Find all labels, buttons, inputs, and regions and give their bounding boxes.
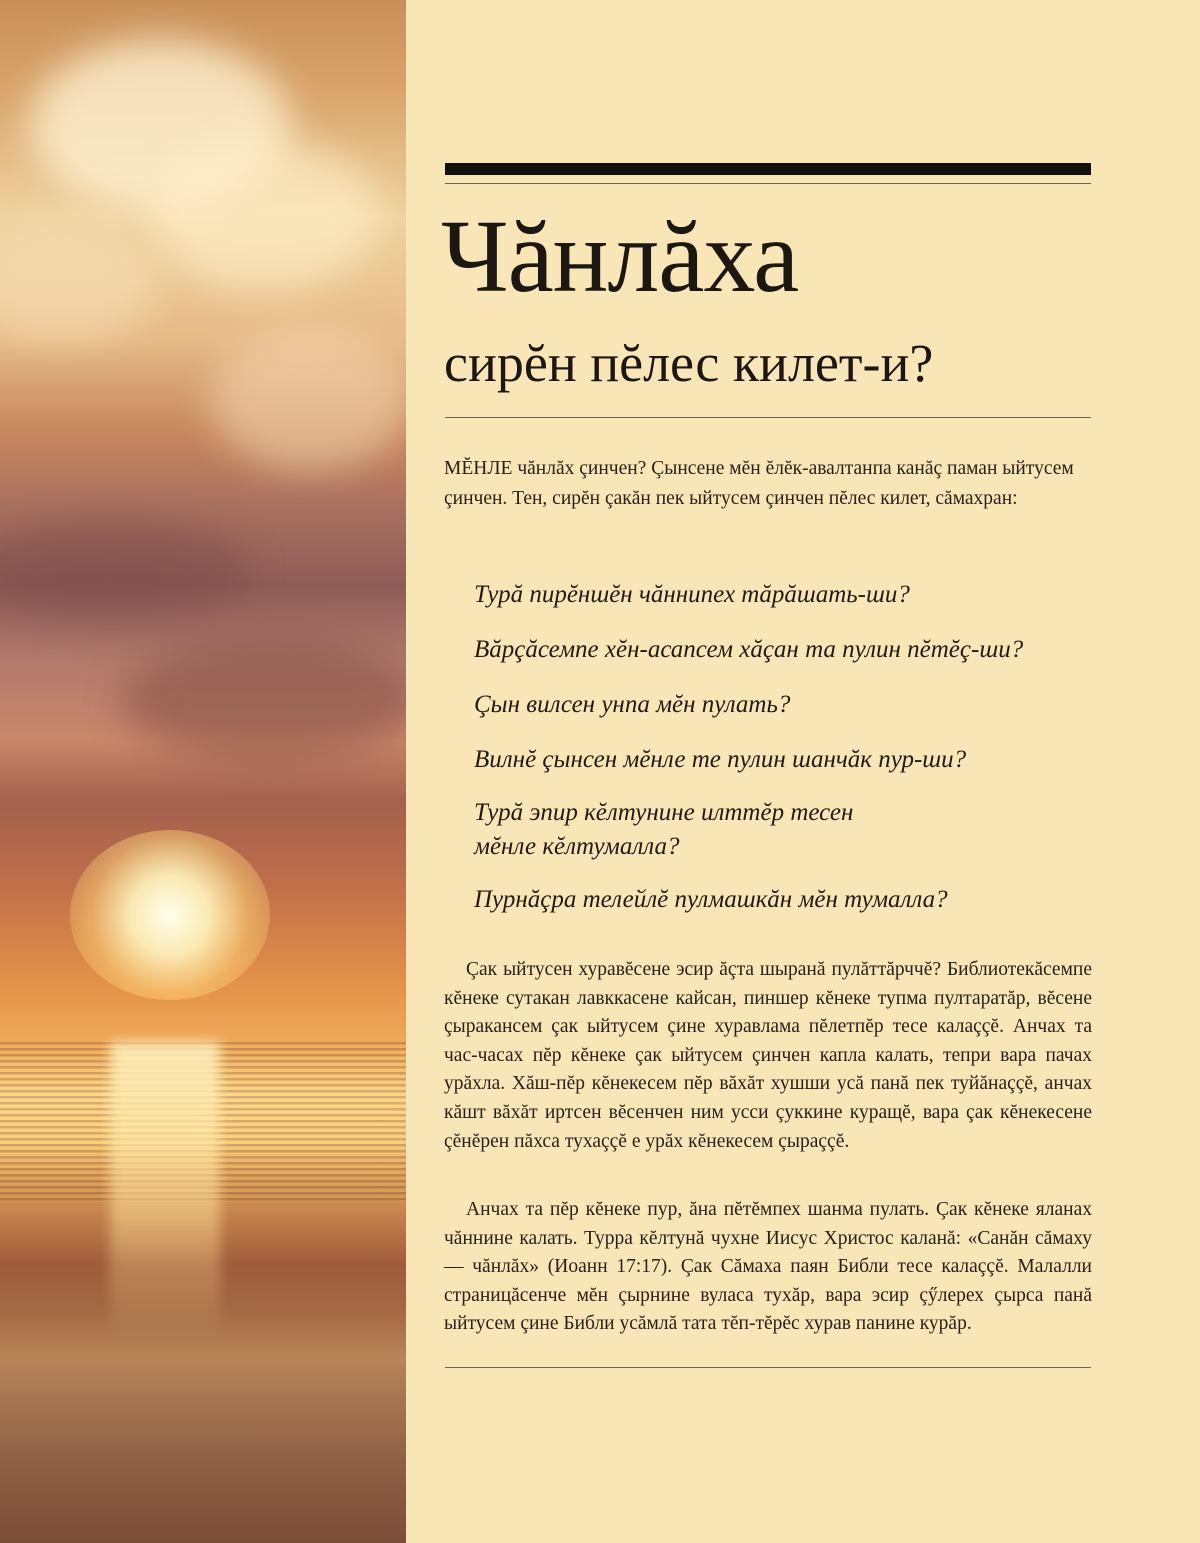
- cloud: [150, 140, 380, 290]
- page-title: Чăнлăха: [441, 199, 799, 314]
- cloud: [0, 220, 160, 340]
- top-rule-thin: [445, 183, 1091, 184]
- cloud: [120, 640, 406, 760]
- sun: [70, 830, 270, 1000]
- sunset-beach-photo: [0, 0, 406, 1543]
- bottom-rule: [445, 1367, 1091, 1368]
- question-item: Турă эпир кĕлтунине илттĕр тесен мĕнле кĕлтумалла?: [474, 799, 854, 860]
- sun-reflection: [110, 1042, 220, 1342]
- intro-paragraph: МĔНЛЕ чăнлăх çинчен? Çынсене мĕн ĕлĕк-авалтанпа канăç паман ыйтусем çинчен. Тен, сирĕн çакăн пек ыйтусем çинчен пĕлес килет, сăмахран:: [444, 458, 1074, 509]
- top-rule-thick: [445, 163, 1091, 175]
- question-item: Турă пирĕншĕн чăннипех тăрăшать-ши?: [474, 581, 910, 608]
- question-item: Вилнĕ çынсен мĕнле те пулин шанчăк пур-ши?: [474, 746, 967, 773]
- title-divider: [445, 417, 1091, 418]
- page-subtitle: сирĕн пĕлес килет-и?: [444, 333, 934, 393]
- question-item: Пурнăçра телейлĕ пулмашкăн мĕн тумалла?: [474, 886, 948, 913]
- cloud: [0, 520, 250, 620]
- body-paragraph: Çак ыйтусен хуравĕсене эсир ăçта шыранă пулăттăрччĕ? Библиотекăсемпе кĕнеке сутакан лавккасене кайсан, пиншер кĕнеке тупма пултаратăр, вĕсене çыракансем çак ыйтусем çине хуравлама пĕлетпĕр тесе калаççĕ. Анчах та час-часах пĕр кĕнеке çак ыйтусем çинчен капла калать, тепри вара пачах урăхла. Хăш-пĕр кĕнекесем пĕр вăхăт хушши усă панă пек туйăнаççĕ, анчах кăшт вăхăт иртсен вĕсенчен ним усси çуккине куращĕ, вара çак кĕнекесене çĕнĕрен пăхса тухаççĕ е урăх кĕнекесем çыраççĕ.: [444, 959, 1092, 1152]
- cloud: [210, 330, 406, 470]
- question-item: Вăрçăсемпе хĕн-асапсем хăçан та пулин пĕтĕç-ши?: [474, 636, 1024, 663]
- question-item: Çын вилсен унпа мĕн пулать?: [474, 691, 791, 718]
- body-paragraph: Анчах та пĕр кĕнеке пур, ăна пĕтĕмпех шанма пулать. Çак кĕнеке яланах чăннине калать. Турра кĕлтунă чухне Иисус Христос каланă: «Санăн сăмаху — чăнлăх» (Иоанн 17:17). Çак Сăмаха паян Библи тесе калаççĕ. Малалли страницăсенче мĕн çырнине вуласа тухăр, вара эсир çӳлерех çырса панă ыйтусем çине Библи усăмлă тата тĕп-тĕрĕс хурав панине курăр.: [444, 1199, 1092, 1335]
